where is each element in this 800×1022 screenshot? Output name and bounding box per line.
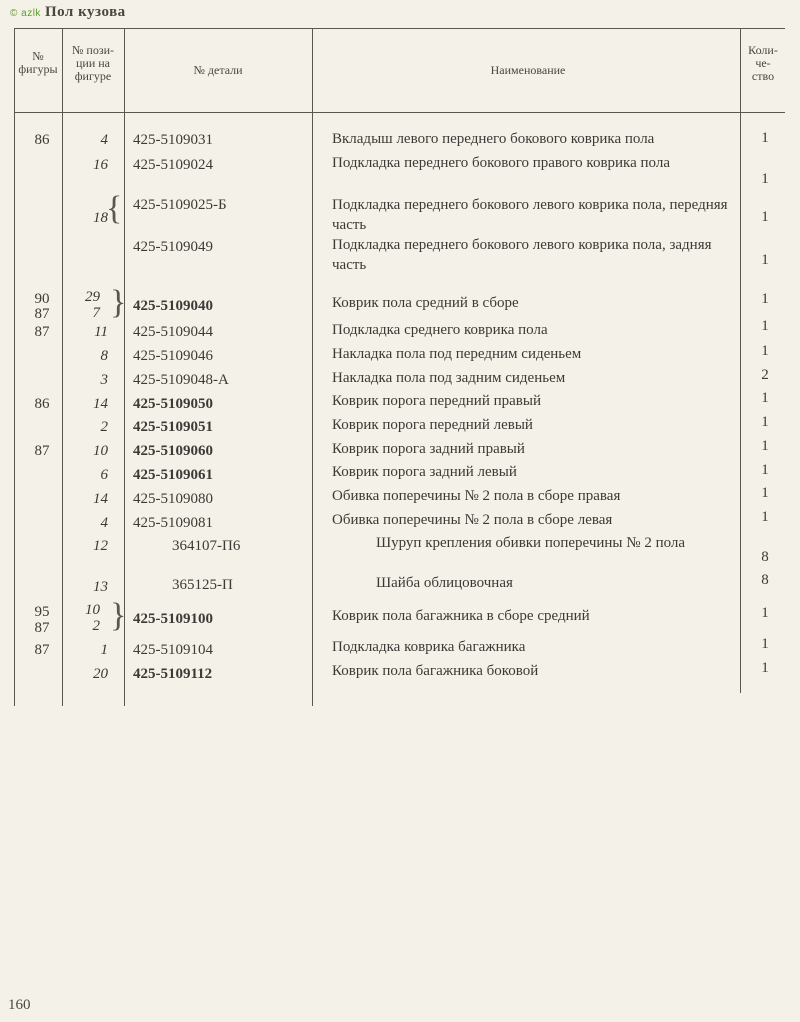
cell-qty: 1 bbox=[761, 636, 769, 652]
page-number: 160 bbox=[8, 997, 31, 1013]
cell-pos: 16 bbox=[93, 157, 108, 173]
brace-pos-29: } bbox=[110, 284, 127, 321]
cell-qty: 1 bbox=[761, 209, 769, 225]
cell-pos: 4 bbox=[100, 515, 108, 531]
cell-part: 425-5109031 bbox=[133, 132, 213, 148]
col-header-qty: Коли- че- ство bbox=[748, 43, 778, 83]
cell-name: Коврик порога задний левый bbox=[332, 464, 517, 480]
cell-name: Подкладка коврика багажника bbox=[332, 639, 526, 655]
cell-pos: 29 bbox=[85, 289, 100, 305]
cell-pos: 10 bbox=[93, 443, 108, 459]
cell-name: Коврик порога передний левый bbox=[332, 417, 533, 433]
cell-name: Шуруп крепления обивки поперечины № 2 пола bbox=[376, 535, 686, 551]
cell-part: 425-5109050 bbox=[133, 396, 213, 412]
cell-name: Коврик порога задний правый bbox=[332, 441, 525, 457]
cell-qty: 1 bbox=[761, 343, 769, 359]
cell-fig: 90 bbox=[34, 291, 50, 307]
cell-part: 364107-П6 bbox=[172, 538, 241, 554]
cell-part: 425-5109061 bbox=[133, 467, 213, 483]
cell-part: 425-5109051 bbox=[133, 419, 213, 435]
cell-qty: 1 bbox=[761, 605, 769, 621]
cell-qty: 1 bbox=[761, 390, 769, 406]
cell-qty: 1 bbox=[761, 171, 769, 187]
cell-pos: 6 bbox=[100, 467, 108, 483]
cell-pos: 1 bbox=[100, 642, 108, 658]
cell-name: Подкладка переднего бокового левого коврика пола, задняя часть bbox=[332, 237, 712, 273]
cell-part: 425-5109044 bbox=[133, 324, 213, 340]
col-header-name: Наименование bbox=[490, 63, 566, 77]
cell-pos: 14 bbox=[93, 396, 108, 412]
brace-pos-10: } bbox=[110, 597, 127, 634]
cell-qty: 1 bbox=[761, 462, 769, 478]
cell-pos: 20 bbox=[93, 666, 108, 682]
cell-name: Коврик пола средний в сборе bbox=[332, 295, 519, 311]
brace-pos-18: { bbox=[106, 190, 123, 227]
cell-part: 425-5109081 bbox=[133, 515, 213, 531]
cell-pos: 13 bbox=[93, 579, 108, 595]
cell-qty: 1 bbox=[761, 291, 769, 307]
cell-part: 425-5109048-А bbox=[133, 372, 229, 388]
cell-part: 425-5109060 bbox=[133, 443, 213, 459]
watermark: © azlk bbox=[10, 8, 41, 19]
cell-part: 425-5109049 bbox=[133, 239, 213, 255]
cell-qty: 8 bbox=[761, 549, 769, 565]
cell-pos: 4 bbox=[100, 132, 108, 148]
cell-name: Подкладка переднего бокового левого коврика пола, передняя часть bbox=[332, 197, 728, 233]
cell-pos: 3 bbox=[100, 372, 108, 388]
cell-fig-2: 87 bbox=[34, 620, 50, 636]
col-header-pos: № пози- ции на фигуре bbox=[71, 43, 115, 83]
cell-qty: 1 bbox=[761, 509, 769, 525]
cell-fig: 87 bbox=[34, 642, 50, 658]
cell-part: 425-5109100 bbox=[133, 611, 213, 627]
cell-fig: 87 bbox=[34, 324, 50, 340]
cell-name: Коврик порога передний правый bbox=[332, 393, 541, 409]
cell-qty: 2 bbox=[761, 367, 769, 383]
cell-qty: 1 bbox=[761, 485, 769, 501]
cell-qty: 1 bbox=[761, 252, 769, 268]
cell-fig: 86 bbox=[34, 132, 50, 148]
cell-part: 425-5109080 bbox=[133, 491, 213, 507]
cell-part: 365125-П bbox=[172, 577, 233, 593]
cell-part: 425-5109024 bbox=[133, 157, 213, 173]
cell-pos: 11 bbox=[94, 324, 108, 340]
cell-name: Коврик пола багажника в сборе средний bbox=[332, 608, 590, 624]
cell-pos: 2 bbox=[100, 419, 108, 435]
cell-fig: 95 bbox=[34, 604, 50, 620]
cell-fig: 86 bbox=[34, 396, 50, 412]
cell-fig: 87 bbox=[34, 443, 50, 459]
cell-qty: 8 bbox=[761, 572, 769, 588]
cell-part: 425-5109046 bbox=[133, 348, 213, 364]
cell-name: Обивка поперечины № 2 пола в сборе правая bbox=[332, 488, 621, 504]
section-title: Пол кузова bbox=[44, 4, 126, 20]
cell-name: Накладка пола под передним сиденьем bbox=[332, 346, 582, 362]
cell-name: Подкладка переднего бокового правого коврика пола bbox=[332, 155, 670, 171]
cell-fig-2: 87 bbox=[34, 306, 50, 322]
cell-pos: 18 bbox=[93, 210, 108, 226]
cell-qty: 1 bbox=[761, 414, 769, 430]
cell-name: Подкладка среднего коврика пола bbox=[332, 322, 548, 338]
cell-pos: 8 bbox=[100, 348, 108, 364]
cell-name: Коврик пола багажника боковой bbox=[332, 663, 539, 679]
cell-pos-2: 2 bbox=[92, 618, 100, 634]
cell-name: Шайба облицовочная bbox=[376, 575, 513, 591]
cell-name: Обивка поперечины № 2 пола в сборе левая bbox=[332, 512, 613, 528]
cell-pos: 14 bbox=[93, 491, 108, 507]
col-header-part: № детали bbox=[193, 63, 243, 77]
cell-part: 425-5109025-Б bbox=[133, 197, 227, 213]
cell-name: Накладка пола под задним сиденьем bbox=[332, 370, 566, 386]
cell-qty: 1 bbox=[761, 130, 769, 146]
cell-part: 425-5109112 bbox=[133, 666, 213, 682]
col-header-fig: № фигуры bbox=[18, 49, 58, 76]
cell-part: 425-5109040 bbox=[133, 298, 213, 314]
cell-pos-2: 7 bbox=[92, 305, 100, 321]
cell-qty: 1 bbox=[761, 660, 769, 676]
cell-part: 425-5109104 bbox=[133, 642, 213, 658]
cell-name: Вкладыш левого переднего бокового коврика пола bbox=[332, 131, 655, 147]
cell-qty: 1 bbox=[761, 318, 769, 334]
cell-pos: 10 bbox=[85, 602, 100, 618]
cell-pos: 12 bbox=[93, 538, 108, 554]
cell-qty: 1 bbox=[761, 438, 769, 454]
